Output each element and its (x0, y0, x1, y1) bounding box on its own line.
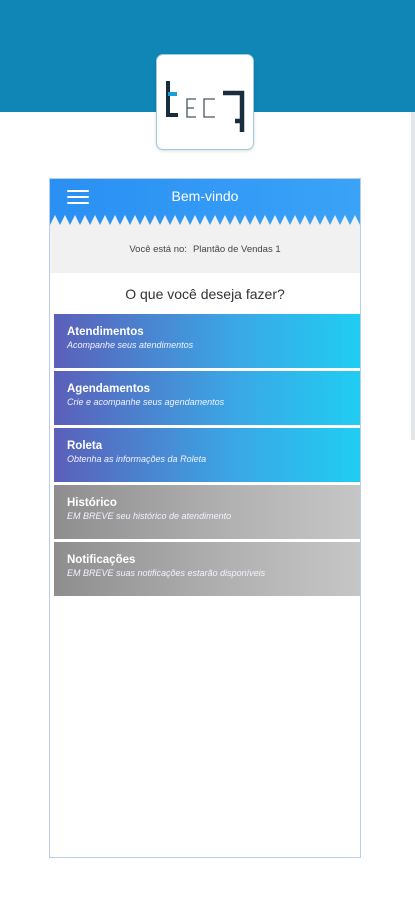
menu-item-notificacoes[interactable] (54, 542, 360, 596)
question-heading: O que você deseja fazer? (125, 286, 285, 302)
scroll-edge (411, 112, 415, 440)
app-logo (156, 54, 254, 150)
menu-item-subtitle: EM BREVE seu histórico de atendimento (67, 511, 232, 521)
location-value: Plantão de Vendas 1 (192, 243, 281, 255)
tec-logo-icon (157, 55, 255, 151)
menu-item-roleta[interactable] (54, 428, 360, 482)
menu-item-title: Roleta (67, 440, 103, 452)
menu-item-title: Atendimentos (67, 326, 144, 338)
menu-item-subtitle: EM BREVE suas notificações estarão disponíveis (67, 568, 266, 578)
menu-item-atendimentos[interactable] (54, 314, 360, 368)
location-bar (50, 225, 360, 273)
menu-item-subtitle: Crie e acompanhe seus agendamentos (67, 397, 225, 407)
menu-list (54, 314, 360, 599)
menu-item-agendamentos[interactable] (54, 371, 360, 425)
menu-item-subtitle: Obtenha as informações da Roleta (67, 454, 207, 464)
menu-item-title: Agendamentos (67, 383, 151, 395)
menu-item-title: Notificações (67, 554, 136, 566)
app-screen (49, 178, 361, 858)
app-title: Bem-vindo (171, 188, 239, 204)
menu-item-subtitle: Acompanhe seus atendimentos (67, 340, 194, 350)
menu-item-historico[interactable] (54, 485, 360, 539)
menu-item-title: Histórico (67, 497, 117, 509)
location-label: Você está no: (129, 243, 187, 255)
